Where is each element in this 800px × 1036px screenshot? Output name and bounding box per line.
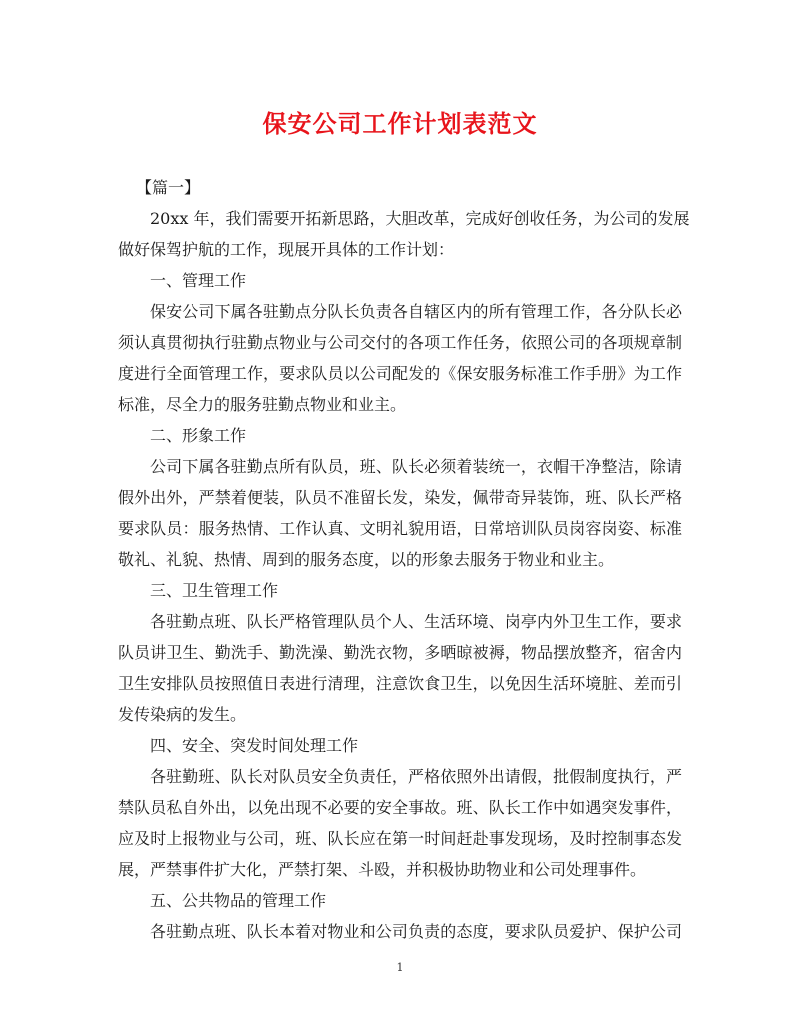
section-3-line-1: 各驻勤点班、队长严格管理队员个人、生活环境、岗亭内外卫生工作，要求 bbox=[150, 612, 682, 631]
section-4-line-3: 应及时上报物业与公司，班、队长应在第一时间赶赴事发现场，及时控制事态发 bbox=[118, 829, 682, 848]
section-4-line-2: 禁队员私自外出，以免出现不必要的安全事故。班、队长工作中如遇突发事件， bbox=[118, 798, 682, 817]
section-2-line-2: 假外出外，严禁着便装，队员不准留长发，染发，佩带奇异装饰，班、队长严格 bbox=[118, 488, 682, 507]
section-4-line-1: 各驻勤班、队长对队员安全负责任，严格依照外出请假，批假制度执行，严 bbox=[150, 767, 682, 786]
section-2-line-1: 公司下属各驻勤点所有队员，班、队长必须着装统一，衣帽干净整洁，除请 bbox=[150, 457, 682, 476]
section-5-heading: 五、公共物品的管理工作 bbox=[150, 891, 327, 910]
section-2-line-4: 敬礼、礼貌、热情、周到的服务态度，以的形象去服务于物业和业主。 bbox=[118, 550, 615, 569]
document-title: 保安公司工作计划表范文 bbox=[262, 109, 538, 138]
section-3-line-3: 卫生安排队员按照值日表进行清理，注意饮食卫生，以免因生活环境脏、差而引 bbox=[118, 674, 682, 693]
page-number: 1 bbox=[396, 961, 404, 974]
document-body bbox=[118, 172, 690, 947]
section-1-line-4: 标准，尽全力的服务驻勤点物业和业主。 bbox=[118, 395, 407, 414]
section-marker: 【篇一】 bbox=[136, 178, 201, 197]
section-3-line-4: 发传染病的发生。 bbox=[118, 705, 247, 724]
section-1-line-2: 须认真贯彻执行驻勤点物业与公司交付的各项工作任务，依照公司的各项规章制 bbox=[118, 333, 682, 352]
section-2-line-3: 要求队员：服务热情、工作认真、文明礼貌用语，日常培训队员岗容岗姿、标准 bbox=[118, 519, 682, 538]
section-2-heading: 二、形象工作 bbox=[150, 426, 247, 445]
section-3-heading: 三、卫生管理工作 bbox=[150, 581, 279, 600]
section-3-line-2: 队员讲卫生、勤洗手、勤洗澡、勤洗衣物，多晒晾被褥，物品摆放整齐，宿舍内 bbox=[118, 643, 682, 662]
section-1-line-3: 度进行全面管理工作，要求队员以公司配发的《保安服务标准工作手册》为工作 bbox=[118, 364, 682, 383]
section-1-line-1: 保安公司下属各驻勤点分队长负责各自辖区内的所有管理工作，各分队长必 bbox=[150, 302, 682, 321]
section-4-heading: 四、安全、突发时间处理工作 bbox=[150, 736, 359, 755]
section-5-line-1: 各驻勤点班、队长本着对物业和公司负责的态度，要求队员爱护、保护公司 bbox=[150, 922, 682, 941]
section-1-heading: 一、管理工作 bbox=[150, 271, 247, 290]
intro-line-2: 做好保驾护航的工作，现展开具体的工作计划： bbox=[118, 240, 455, 259]
section-4-line-4: 展，严禁事件扩大化，严禁打架、斗殴，并积极协助物业和公司处理事件。 bbox=[118, 860, 647, 879]
intro-line-1: 20xx 年，我们需要开拓新思路，大胆改革，完成好创收任务，为公司的发展 bbox=[150, 209, 690, 228]
